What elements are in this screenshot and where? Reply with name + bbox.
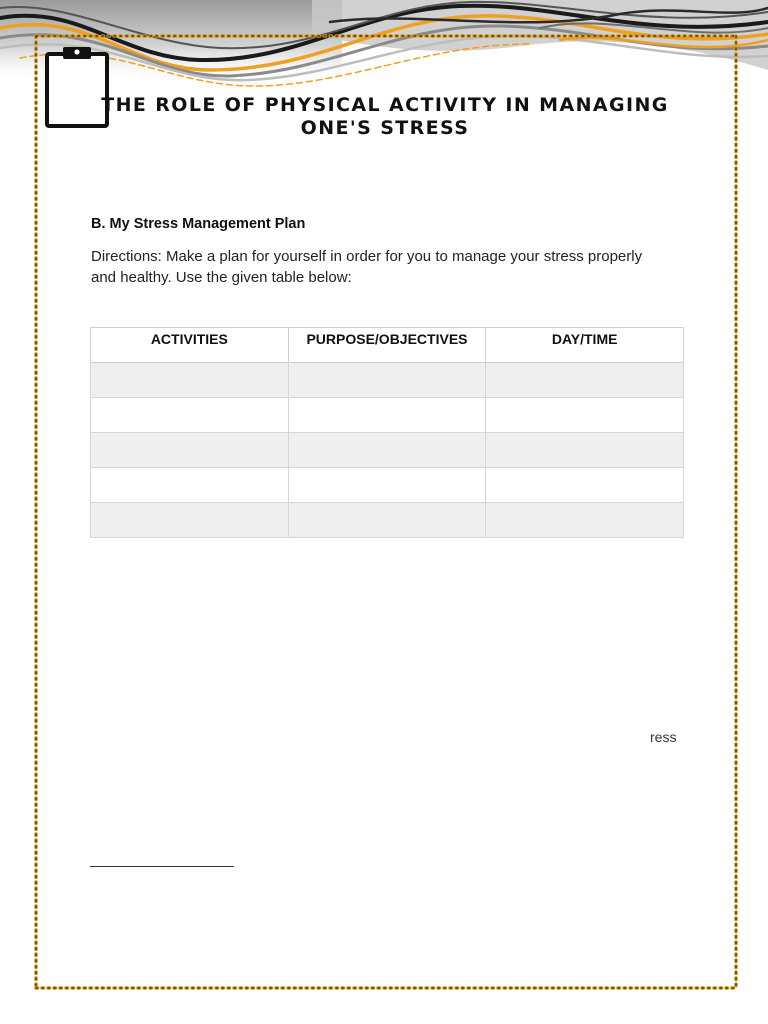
table-cell[interactable] [91, 363, 289, 398]
signature-line [90, 866, 234, 867]
section-heading: B. My Stress Management Plan [91, 216, 306, 232]
stress-plan-table [90, 327, 684, 538]
table-cell[interactable] [288, 503, 486, 538]
table-row [91, 468, 684, 503]
table-cell[interactable] [91, 468, 289, 503]
directions-text: Directions: Make a plan for yourself in order for you to manage your stress properly and healthy. Use the given table below: [91, 248, 643, 286]
table-cell[interactable] [486, 468, 684, 503]
table-row [91, 433, 684, 468]
page-title: THE ROLE OF PHYSICAL ACTIVITY IN MANAGING ONE'S STRESS [101, 94, 669, 139]
table-cell[interactable] [486, 363, 684, 398]
table-header-row [91, 328, 684, 363]
table-cell[interactable] [91, 398, 289, 433]
table-cell[interactable] [486, 503, 684, 538]
table-cell[interactable] [486, 398, 684, 433]
table-cell[interactable] [91, 503, 289, 538]
header-activities: ACTIVITIES [91, 328, 289, 363]
table-row [91, 363, 684, 398]
table-cell[interactable] [486, 433, 684, 468]
table-cell[interactable] [288, 363, 486, 398]
table-cell[interactable] [288, 433, 486, 468]
stray-text-fragment: ress [650, 729, 677, 745]
table-cell[interactable] [288, 398, 486, 433]
header-day-time: DAY/TIME [486, 328, 684, 363]
table-row [91, 503, 684, 538]
table-cell[interactable] [91, 433, 289, 468]
header-purpose-objectives: PURPOSE/OBJECTIVES [288, 328, 486, 363]
table-row [91, 398, 684, 433]
table-cell[interactable] [288, 468, 486, 503]
